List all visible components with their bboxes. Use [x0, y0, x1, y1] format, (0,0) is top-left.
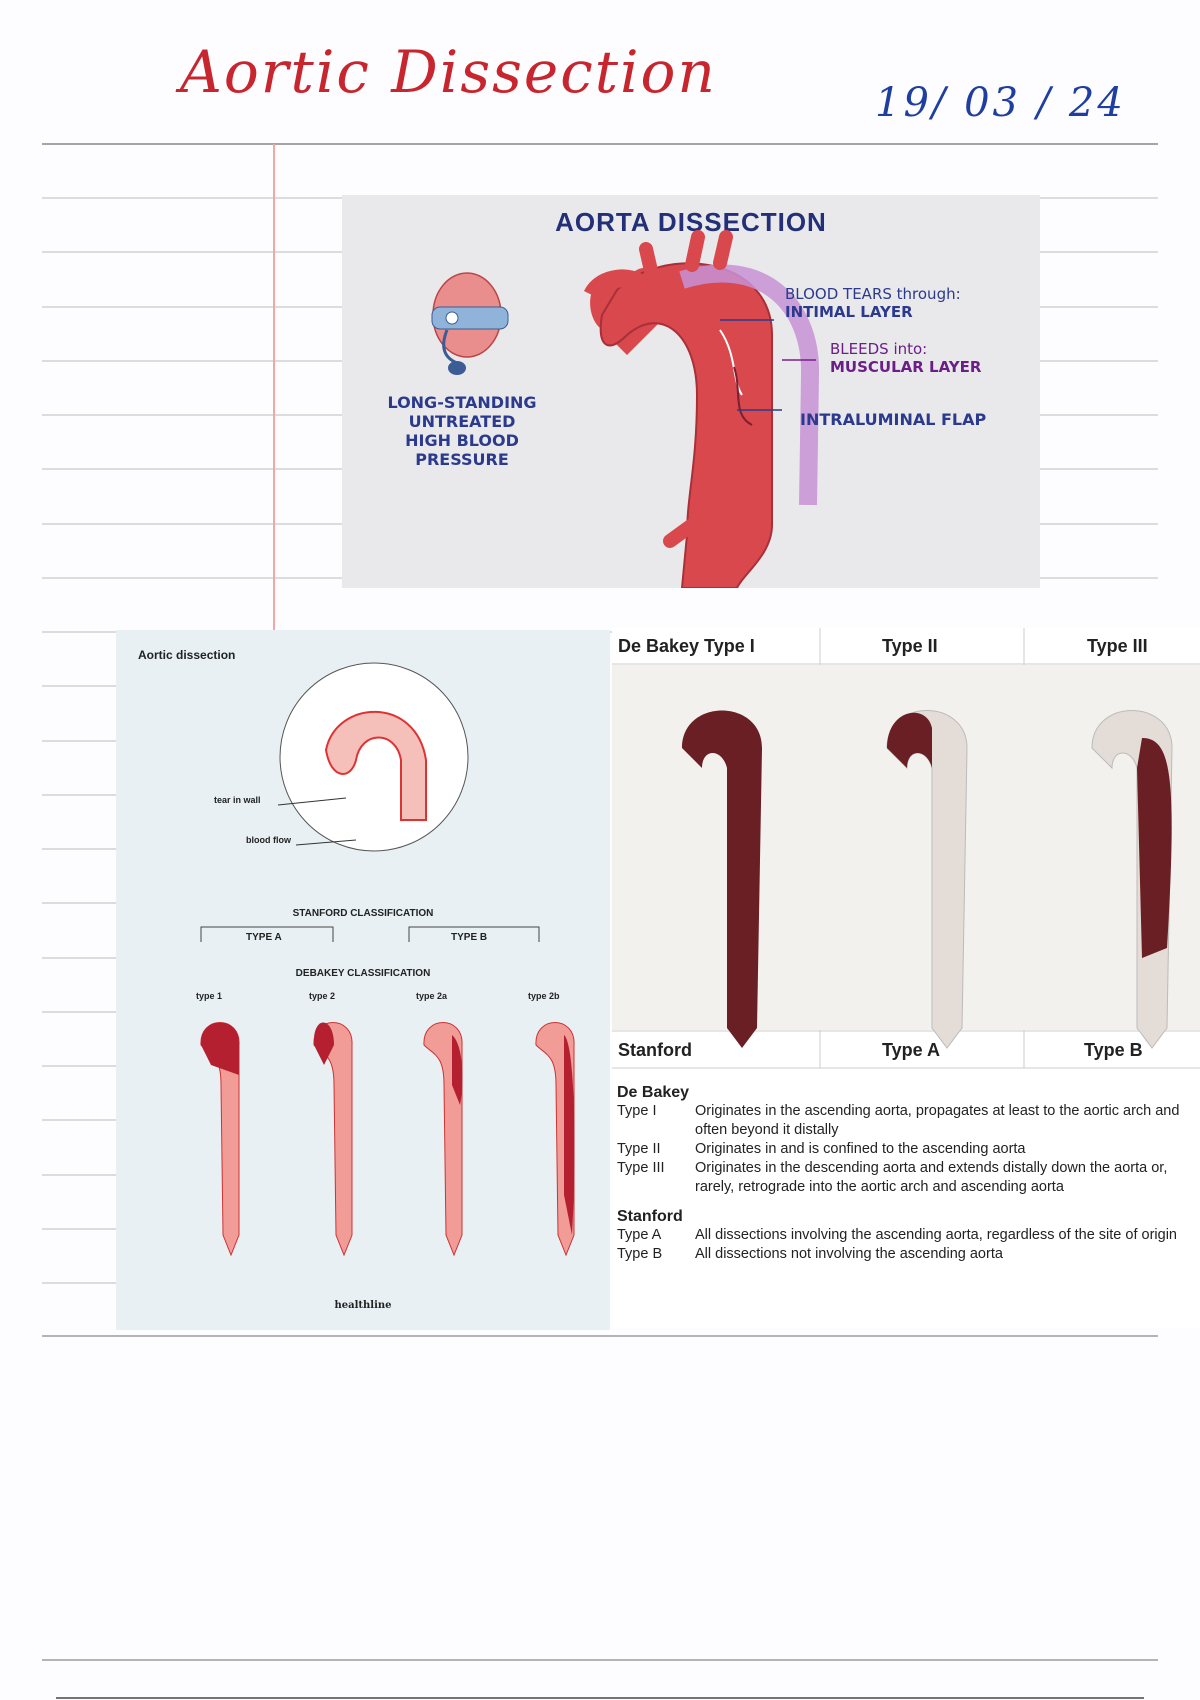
type-label: type 1 — [196, 991, 223, 1001]
debakey-figures — [612, 628, 1200, 1088]
label-muscular-layer: MUSCULAR LAYER — [830, 358, 982, 376]
panel-heading: Aortic dissection — [138, 648, 236, 662]
stanford-heading: STANFORD CLASSIFICATION — [292, 908, 434, 919]
def-value: Originates in and is confined to the ascending aorta — [695, 1141, 1026, 1157]
illustration-title: AORTA DISSECTION — [555, 207, 827, 237]
type-label: type 2a — [416, 991, 448, 1001]
debakey-heading: DEBAKEY CLASSIFICATION — [295, 968, 431, 979]
def-value: Originates in the ascending aorta, propagates at least to the aortic arch and often beyond it distally — [695, 1103, 1180, 1138]
stanford-defs-heading: Stanford — [617, 1208, 683, 1225]
col-type3: Type III — [1087, 636, 1148, 656]
label-intimal-layer: INTIMAL LAYER — [785, 303, 913, 321]
def-key: Type I — [617, 1103, 657, 1119]
cause-line-1: LONG-STANDING — [387, 393, 537, 412]
aorta-drawing — [342, 195, 1040, 588]
label-blood-tears: BLOOD TEARS through: — [785, 285, 961, 303]
classification-drawing — [116, 630, 610, 1330]
page-title: Aortic Dissection — [180, 38, 717, 106]
debakey-aorta-figures — [201, 1023, 574, 1256]
heart-icon — [432, 273, 508, 375]
healthline-classification-panel — [116, 630, 610, 1330]
stanford-type-a: Type A — [882, 1040, 941, 1060]
label-bleeds-into: BLEEDS into: — [830, 340, 928, 358]
tear-label: tear in wall — [214, 795, 261, 805]
debakey-defs-heading: De Bakey — [617, 1084, 690, 1101]
type-label: type 2b — [528, 991, 560, 1001]
stanford-row-label: Stanford — [618, 1040, 692, 1060]
stanford-type-b: Type B — [1084, 1040, 1143, 1060]
def-key: Type II — [617, 1141, 661, 1157]
aorta-dissection-illustration — [342, 195, 1040, 588]
cause-line-2: UNTREATED — [408, 412, 516, 431]
def-key: Type A — [617, 1227, 662, 1243]
brand-logo: healthline — [334, 1300, 392, 1311]
def-key: Type B — [617, 1246, 663, 1262]
page-date: 19/ 03 / 24 — [875, 80, 1126, 126]
label-intraluminal-flap: INTRALUMINAL FLAP — [800, 410, 987, 429]
def-key: Type III — [617, 1160, 665, 1176]
type-label: type 2 — [309, 991, 336, 1001]
cause-line-3: HIGH BLOOD PRESSURE — [405, 431, 519, 469]
col-type2: Type II — [882, 636, 938, 656]
blood-flow-label: blood flow — [246, 835, 291, 845]
def-value: All dissections involving the ascending aorta, regardless of the site of origin — [695, 1227, 1177, 1243]
debakey-stanford-panel — [612, 628, 1200, 1328]
def-value: All dissections not involving the ascending aorta — [695, 1246, 1003, 1262]
col-debakey-type1: De Bakey Type I — [618, 636, 755, 656]
type-b-label: TYPE B — [451, 932, 488, 943]
type-a-label: TYPE A — [246, 932, 282, 943]
def-value: Originates in the descending aorta and extends distally down the aorta or, rarely, retrograde into the aortic arch and ascending aorta — [695, 1160, 1168, 1195]
definitions — [617, 1083, 1197, 1264]
